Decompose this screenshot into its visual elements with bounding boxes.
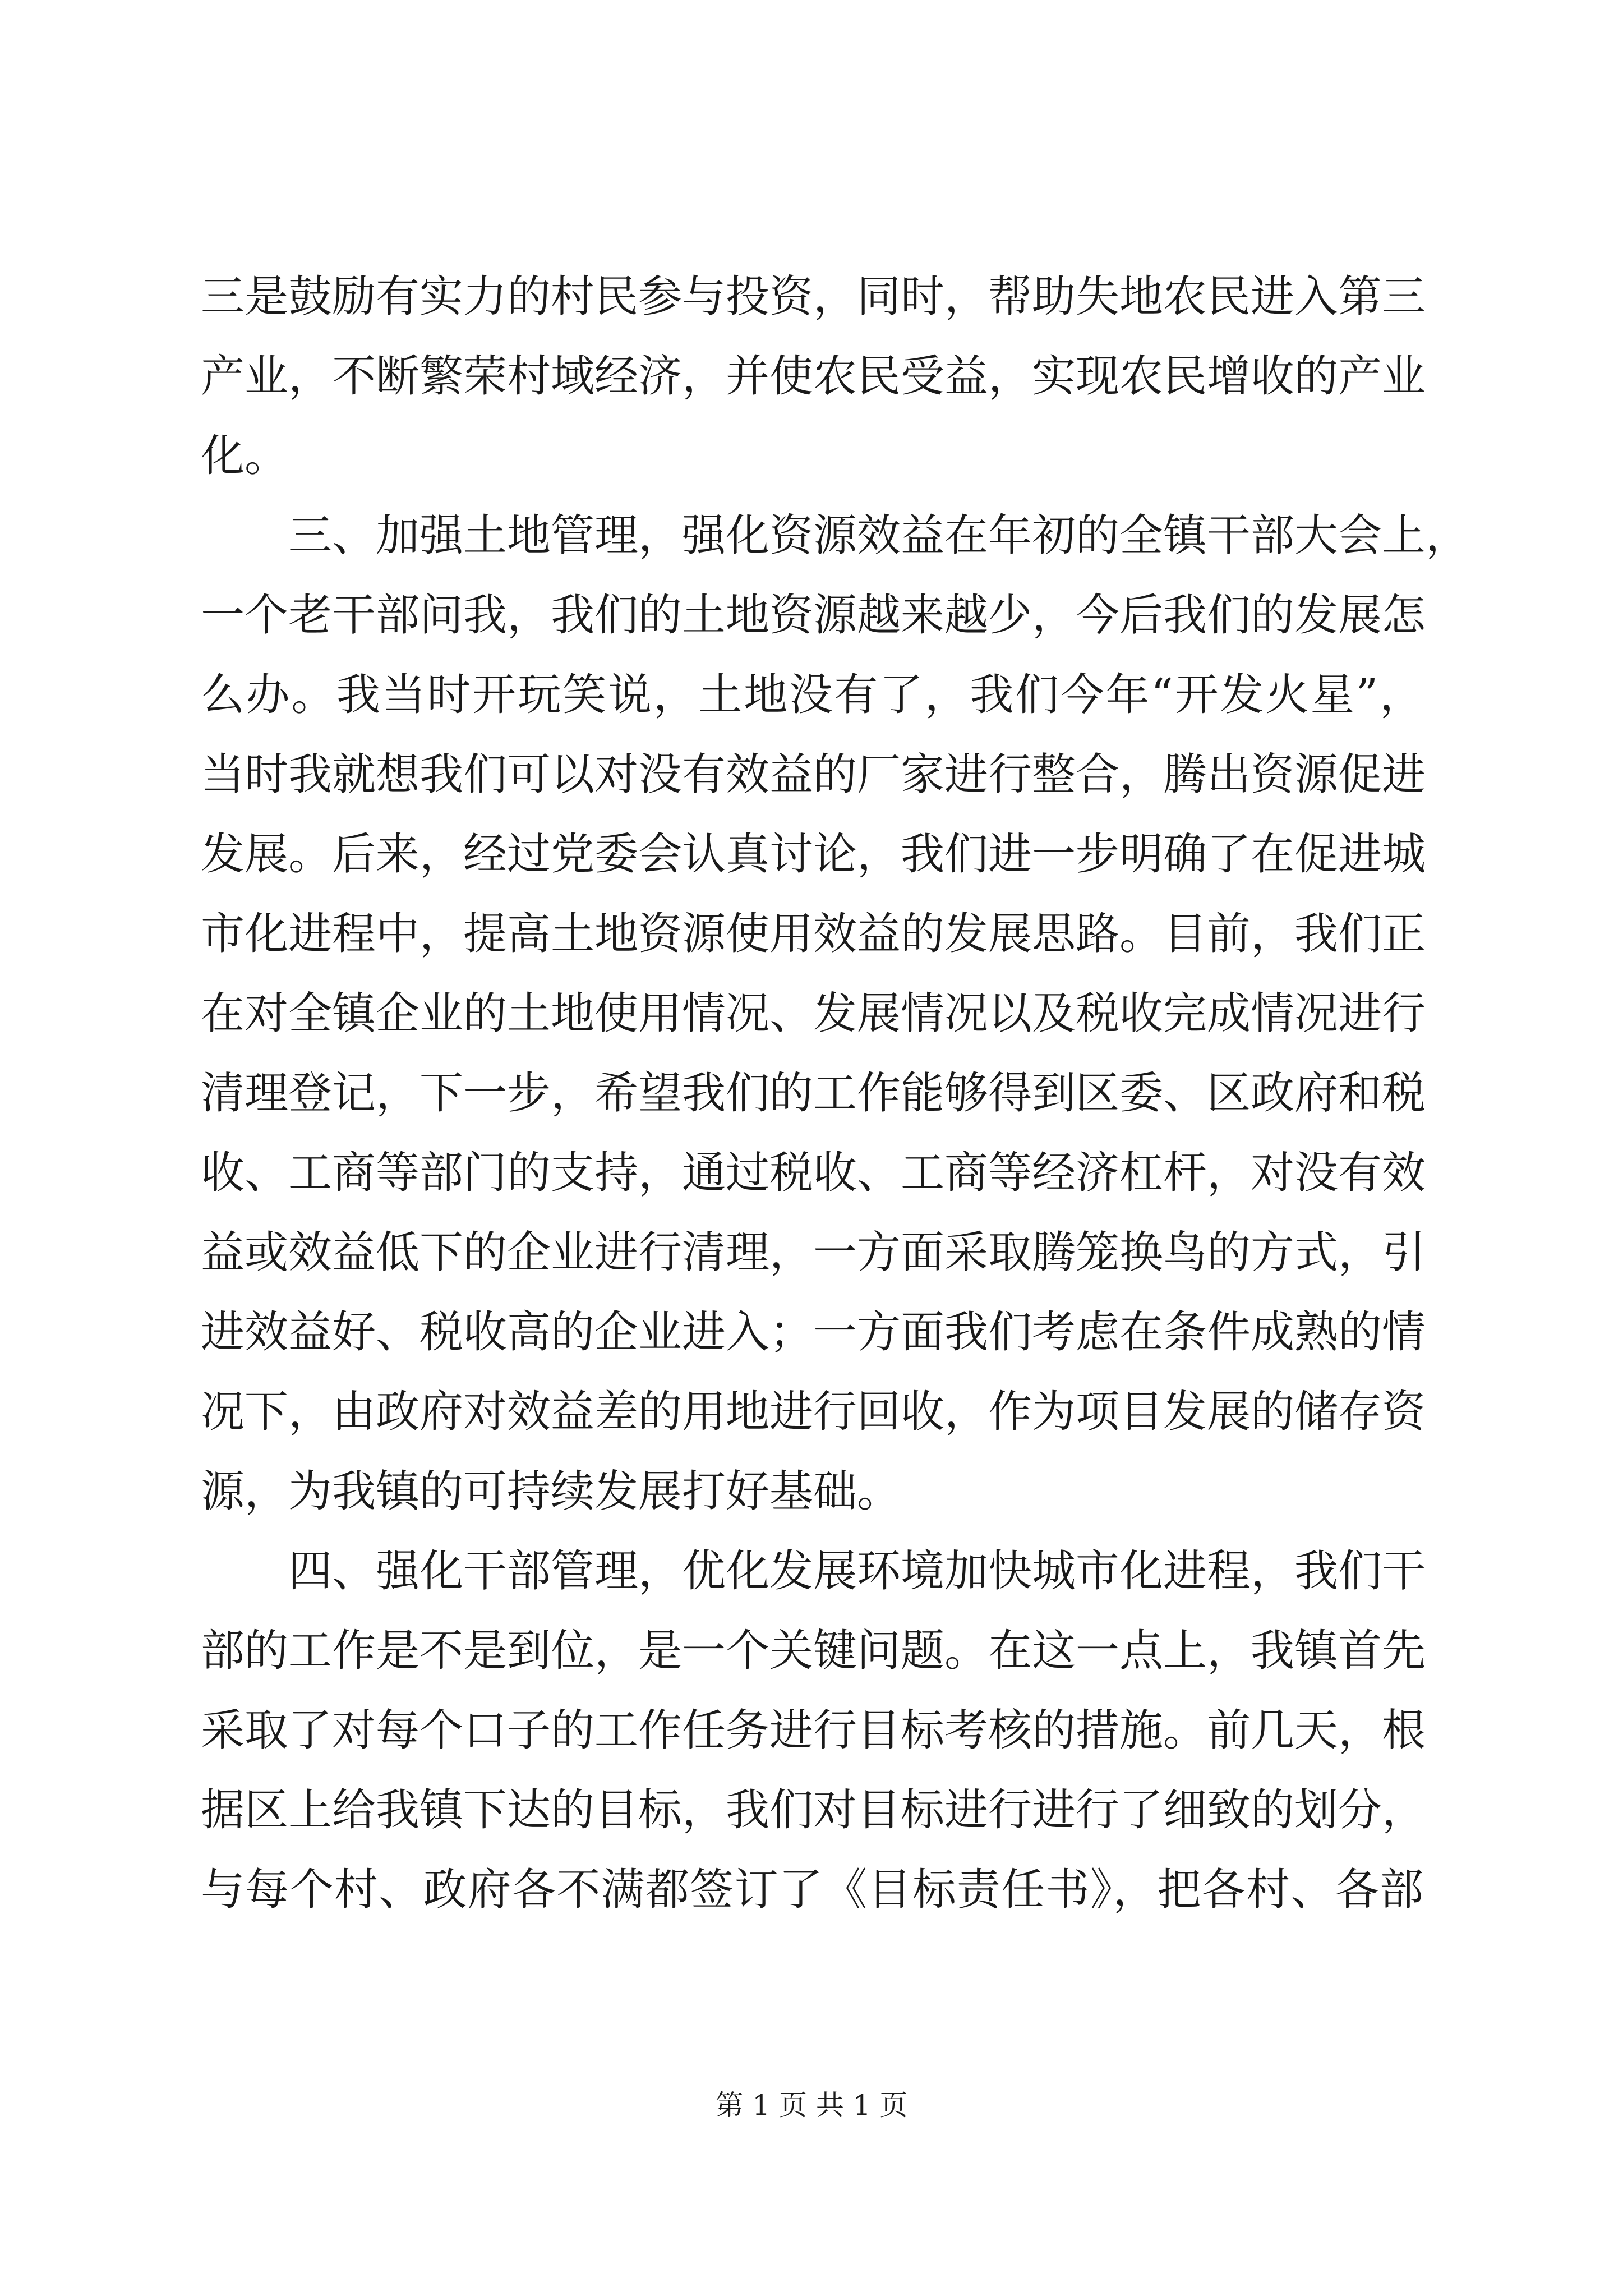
text-line: 产业，不断繁荣村域经济，并使农民受益，实现农民增收的产业	[201, 351, 1426, 402]
text-line: 当时我就想我们可以对没有效益的厂家进行整合，腾出资源促进	[201, 749, 1426, 800]
text-line: 部的工作是不是到位，是一个关键问题。在这一点上，我镇首先	[201, 1626, 1426, 1676]
text-line: 与每个村、政府各不满都签订了《目标责任书》，把各村、各部	[201, 1865, 1423, 1915]
text-line: 收、工商等部门的支持，通过税收、工商等经济杠杆，对没有效	[201, 1148, 1426, 1198]
text-line: 一个老干部问我，我们的土地资源越来越少，今后我们的发展怎	[201, 590, 1426, 641]
text-line: 益或效益低下的企业进行清理，一方面采取腾笼换鸟的方式，引	[201, 1227, 1426, 1278]
text-line: 采取了对每个口子的工作任务进行目标考核的措施。前几天，根	[201, 1705, 1426, 1756]
text-line: 化。	[201, 431, 289, 481]
text-line: 源，为我镇的可持续发展打好基础。	[201, 1466, 901, 1517]
text-line: 么办。我当时开玩笑说，土地没有了，我们今年“开发火星”，	[201, 670, 1423, 720]
text-line: 进效益好、税收高的企业进入；一方面我们考虑在条件成熟的情	[201, 1307, 1426, 1358]
text-line: 发展。后来，经过党委会认真讨论，我们进一步明确了在促进城	[201, 829, 1426, 880]
page-footer: 第 1 页 共 1 页	[715, 2089, 908, 2122]
text-line: 市化进程中，提高土地资源使用效益的发展思路。目前，我们正	[201, 909, 1426, 959]
text-line: 况下，由政府对效益差的用地进行回收，作为项目发展的储存资	[201, 1387, 1426, 1437]
text-line: 清理登记，下一步，希望我们的工作能够得到区委、区政府和税	[201, 1068, 1426, 1119]
text-line: 三、加强土地管理，强化资源效益在年初的全镇干部大会上，	[201, 510, 1470, 561]
text-line: 据区上给我镇下达的目标，我们对目标进行进行了细致的划分，	[201, 1785, 1426, 1835]
document-body	[201, 257, 1470, 1930]
text-line: 在对全镇企业的土地使用情况、发展情况以及税收完成情况进行	[201, 988, 1426, 1039]
text-line: 三是鼓励有实力的村民参与投资，同时，帮助失地农民进入第三	[201, 272, 1426, 322]
text-line: 四、强化干部管理，优化发展环境加快城市化进程，我们干	[201, 1546, 1426, 1596]
